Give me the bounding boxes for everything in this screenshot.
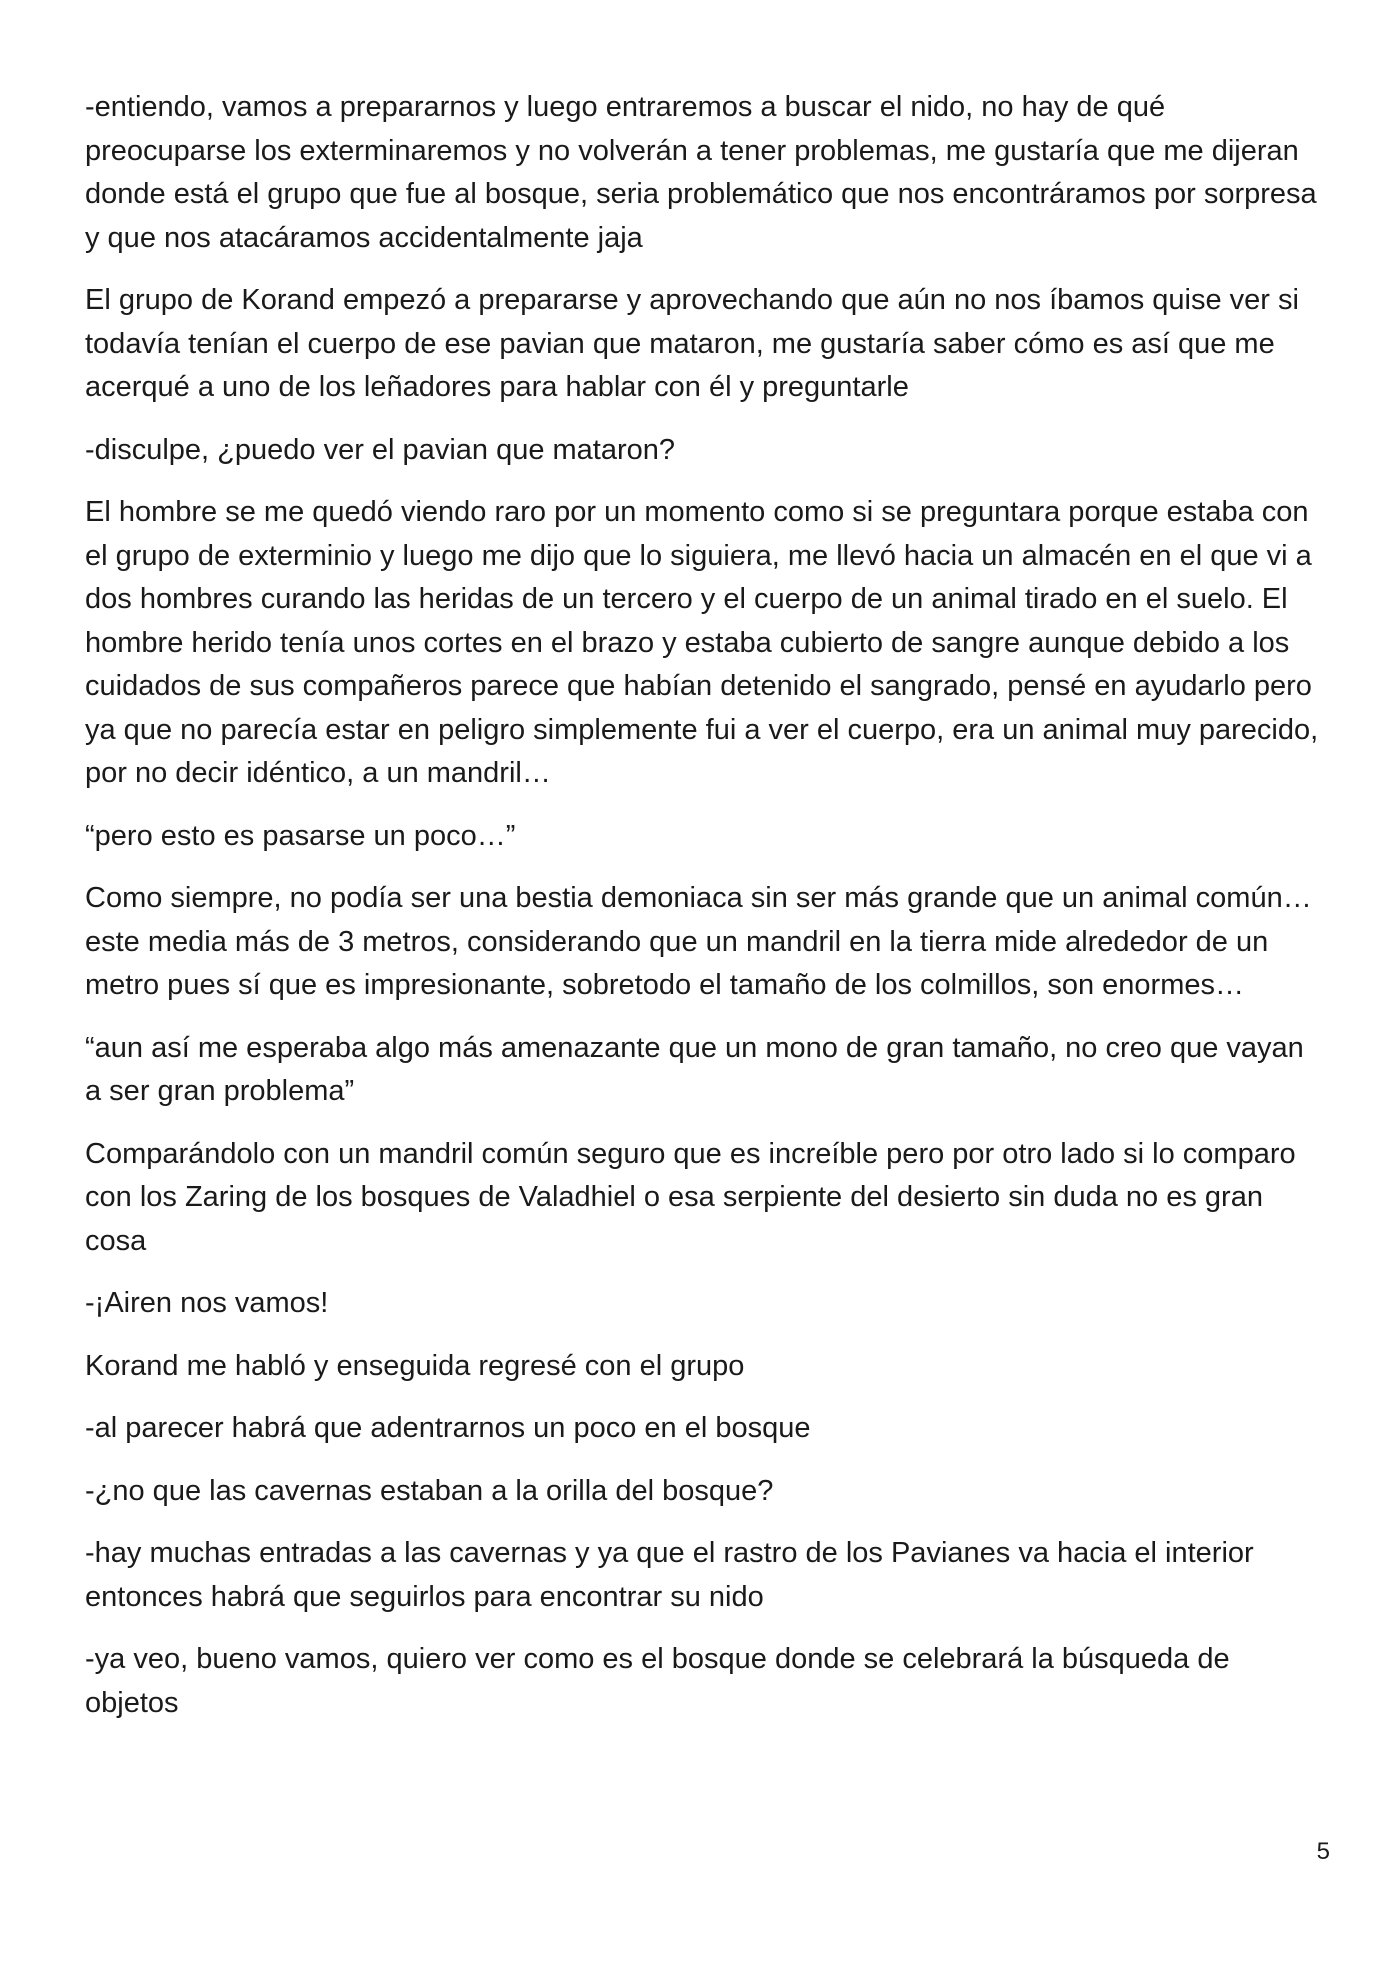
paragraph: “pero esto es pasarse un poco…”: [85, 819, 516, 852]
paragraph: Comparándolo con un mandril común seguro que es increíble pero por otro lado si lo comparo con los Zaring de los bosques de Valadhiel o esa serpiente del desierto sin duda no es gran cosa: [85, 1137, 1296, 1257]
document-body: [85, 86, 1325, 1744]
paragraph: -¡Airen nos vamos!: [85, 1287, 329, 1319]
paragraph: El grupo de Korand empezó a prepararse y aprovechando que aún no nos íbamos quise ver si todavía tenían el cuerpo de ese pavian que mataron, me gustaría saber cómo es así que me acerqué a uno de los leñadores para hablar con él y preguntarle: [85, 284, 1299, 403]
paragraph: -al parecer habrá que adentrarnos un poco en el bosque: [85, 1412, 811, 1444]
paragraph: -hay muchas entradas a las cavernas y ya que el rastro de los Pavianes va hacia el interior entonces habrá que seguirlos para encontrar su nido: [85, 1537, 1254, 1613]
paragraph: Korand me habló y enseguida regresé con el grupo: [85, 1349, 745, 1382]
paragraph: -¿no que las cavernas estaban a la orilla del bosque?: [85, 1474, 774, 1507]
paragraph: -ya veo, bueno vamos, quiero ver como es el bosque donde se celebrará la búsqueda de objetos: [85, 1643, 1230, 1719]
paragraph: -entiendo, vamos a prepararnos y luego entraremos a buscar el nido, no hay de qué preocuparse los exterminaremos y no volverán a tener problemas, me gustaría que me dijeran donde está el grupo que fue al bosque, seria problemático que nos encontráramos por sorpresa y que nos atacáramos accidentalmente jaja: [85, 91, 1317, 254]
paragraph: -disculpe, ¿puedo ver el pavian que mataron?: [85, 433, 676, 466]
paragraph: Como siempre, no podía ser una bestia demoniaca sin ser más grande que un animal común… este media más de 3 metros, considerando que un mandril en la tierra mide alrededor de un metro pues sí que es impresionante, sobretodo el tamaño de los colmillos, son enormes…: [85, 882, 1312, 1001]
page-number: 5: [1316, 1838, 1330, 1865]
paragraph: “aun así me esperaba algo más amenazante que un mono de gran tamaño, no creo que vayan a ser gran problema”: [85, 1031, 1304, 1107]
paragraph: El hombre se me quedó viendo raro por un momento como si se preguntara porque estaba con el grupo de exterminio y luego me dijo que lo siguiera, me llevó hacia un almacén en el que vi a dos hombres curando las heridas de un tercero y el cuerpo de un animal tirado en el suelo. El hombre herido tenía unos cortes en el brazo y estaba cubierto de sangre aunque debido a los cuidados de sus compañeros parece que habían detenido el sangrado, pensé en ayudarlo pero ya que no parecía estar en peligro simplemente fui a ver el cuerpo, era un animal muy parecido, por no decir idéntico, a un mandril…: [85, 496, 1319, 789]
